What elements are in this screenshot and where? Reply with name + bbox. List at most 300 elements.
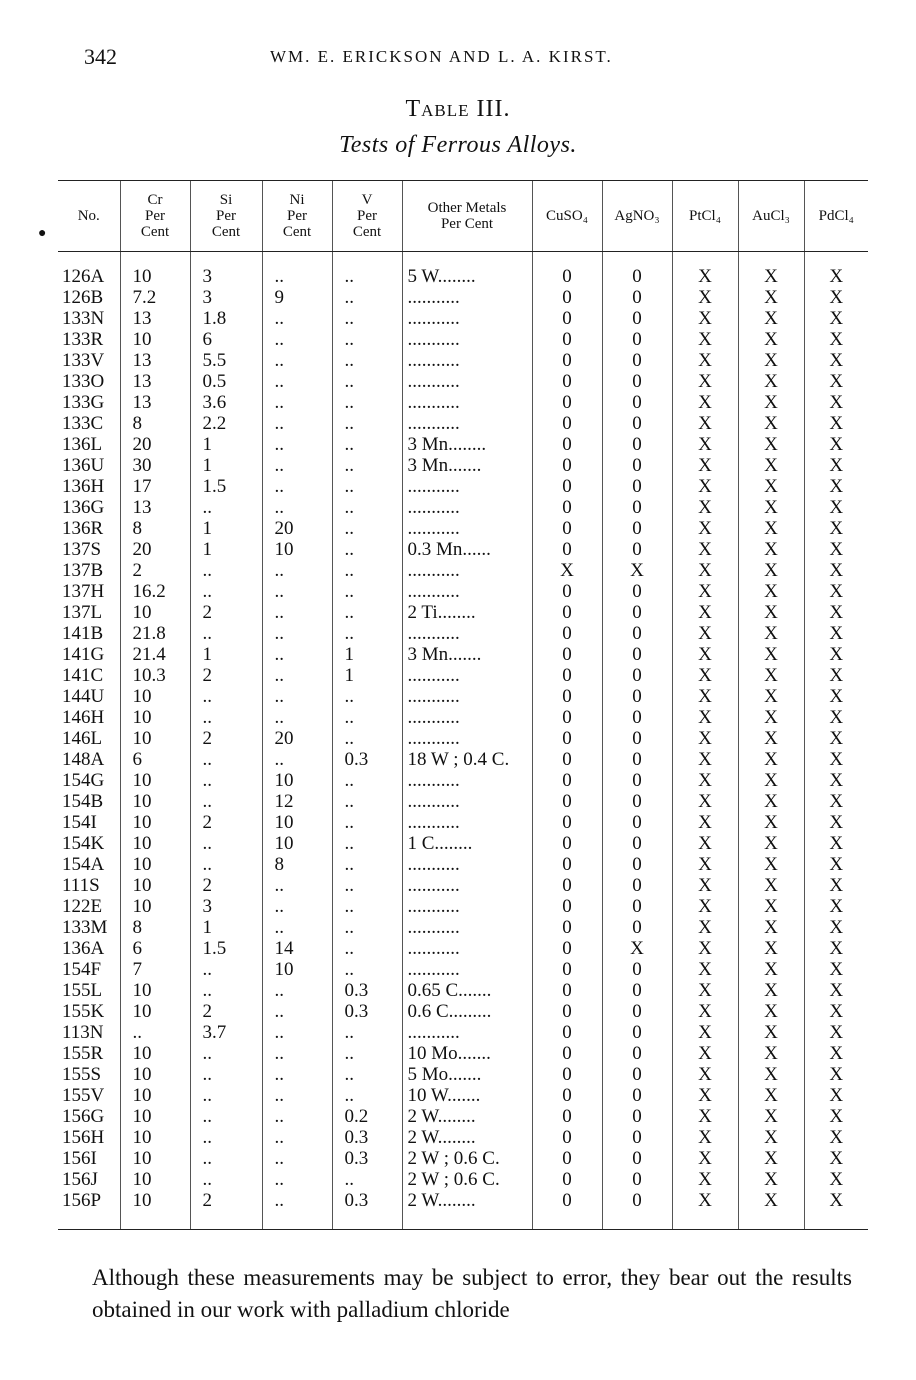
table-cell: 0.3 bbox=[332, 1148, 402, 1169]
table-cell: .. bbox=[190, 770, 262, 791]
table-row bbox=[58, 749, 868, 770]
table-cell: 0 bbox=[602, 371, 672, 392]
table-cell: 3 Mn........ bbox=[402, 434, 532, 455]
running-title: WM. E. ERICKSON AND L. A. KIRST. bbox=[270, 47, 613, 66]
table-cell: 1 bbox=[332, 644, 402, 665]
table-cell: .. bbox=[262, 1106, 332, 1127]
table-cell: X bbox=[738, 560, 804, 581]
table-cell: 0 bbox=[532, 959, 602, 980]
table-cell: X bbox=[804, 392, 868, 413]
table-row bbox=[58, 371, 868, 392]
table-cell: ........... bbox=[402, 623, 532, 644]
table-cell: X bbox=[804, 1106, 868, 1127]
table-cell: X bbox=[738, 938, 804, 959]
table-cell: X bbox=[804, 1127, 868, 1148]
table-cell: 30 bbox=[120, 455, 190, 476]
table-cell: X bbox=[672, 560, 738, 581]
table-cell: X bbox=[804, 1085, 868, 1106]
table-cell: X bbox=[738, 644, 804, 665]
spacer-cell bbox=[262, 252, 332, 267]
table-cell: 133N bbox=[62, 308, 105, 329]
table-cell: 0 bbox=[602, 728, 672, 749]
table-cell: .. bbox=[262, 392, 332, 413]
table-cell: X bbox=[672, 917, 738, 938]
table-cell: 0 bbox=[602, 392, 672, 413]
table-cell: 5.5 bbox=[190, 350, 262, 371]
table-cell: 10 bbox=[120, 791, 190, 812]
table-cell: X bbox=[804, 308, 868, 329]
table-cell: .. bbox=[262, 1148, 332, 1169]
table-cell: 155S bbox=[62, 1064, 102, 1085]
table-cell: 0 bbox=[602, 602, 672, 623]
table-cell: 13 bbox=[120, 308, 190, 329]
table-cell: 0 bbox=[532, 707, 602, 728]
table-cell: 10 bbox=[120, 980, 190, 1001]
table-cell: 0 bbox=[602, 875, 672, 896]
table-cell: 146L bbox=[62, 728, 103, 749]
column-header bbox=[190, 181, 262, 252]
table-cell: 0 bbox=[602, 308, 672, 329]
spacer-cell bbox=[602, 252, 672, 267]
table-cell: .. bbox=[332, 1085, 402, 1106]
table-cell: .. bbox=[332, 812, 402, 833]
table-cell: .. bbox=[262, 434, 332, 455]
table-cell: 155K bbox=[62, 1001, 105, 1022]
table-cell: X bbox=[738, 707, 804, 728]
table-cell: X bbox=[672, 770, 738, 791]
table-cell: .. bbox=[332, 833, 402, 854]
table-cell: 0 bbox=[602, 791, 672, 812]
table-cell: 0 bbox=[532, 476, 602, 497]
table-cell: .. bbox=[332, 602, 402, 623]
table-cell: 1 bbox=[190, 539, 262, 560]
table-cell: 20 bbox=[262, 518, 332, 539]
table-cell: X bbox=[738, 1127, 804, 1148]
table-row bbox=[58, 287, 868, 308]
table-cell: X bbox=[804, 770, 868, 791]
table-cell: X bbox=[738, 686, 804, 707]
table-cell: 8 bbox=[120, 413, 190, 434]
table-cell: X bbox=[738, 1148, 804, 1169]
body-paragraph: Although these measurements may be subject to error, they bear out the results obtained in our work with palladium chloride bbox=[92, 1265, 852, 1322]
table-cell: ........... bbox=[402, 476, 532, 497]
table-cell: .. bbox=[262, 560, 332, 581]
table-cell: 0 bbox=[532, 266, 602, 287]
table-cell: 0 bbox=[532, 791, 602, 812]
table-cell: .. bbox=[332, 329, 402, 350]
table-cell: .. bbox=[190, 791, 262, 812]
table-cell: .. bbox=[262, 623, 332, 644]
table-body bbox=[58, 252, 868, 1230]
table-cell: 10 bbox=[120, 1169, 190, 1190]
table-cell: X bbox=[672, 959, 738, 980]
table-cell: .. bbox=[332, 476, 402, 497]
table-cell: X bbox=[804, 1064, 868, 1085]
table-cell: X bbox=[738, 728, 804, 749]
column-header-line: PdCl₄ bbox=[818, 208, 854, 224]
table-row bbox=[58, 1001, 868, 1022]
table-cell: .. bbox=[190, 623, 262, 644]
table-cell: 1 bbox=[190, 917, 262, 938]
table-cell: 20 bbox=[262, 728, 332, 749]
table-cell: .. bbox=[332, 434, 402, 455]
table-cell: 0 bbox=[602, 539, 672, 560]
table-cell: X bbox=[804, 581, 868, 602]
table-cell: 137H bbox=[62, 581, 105, 602]
table-cell: 10 bbox=[120, 1064, 190, 1085]
table-cell: .. bbox=[262, 329, 332, 350]
table-cell: 10 bbox=[120, 266, 190, 287]
table-cell: X bbox=[738, 980, 804, 1001]
table-cell: X bbox=[602, 938, 672, 959]
table-cell: X bbox=[804, 518, 868, 539]
table-cell: .. bbox=[262, 896, 332, 917]
table-cell: X bbox=[672, 833, 738, 854]
table-cell: 1 bbox=[190, 434, 262, 455]
table-row bbox=[58, 1064, 868, 1085]
table-cell: 155V bbox=[62, 1085, 105, 1106]
table-row bbox=[58, 518, 868, 539]
table-row bbox=[58, 329, 868, 350]
table-cell: 3 bbox=[190, 266, 262, 287]
table-row bbox=[58, 812, 868, 833]
alloy-test-table bbox=[58, 180, 868, 1230]
table-cell: 0 bbox=[532, 539, 602, 560]
table-cell: .. bbox=[262, 602, 332, 623]
table-cell: 0 bbox=[602, 812, 672, 833]
table-cell: X bbox=[672, 1022, 738, 1043]
table-cell: 0 bbox=[602, 665, 672, 686]
table-cell: .. bbox=[332, 350, 402, 371]
table-row bbox=[58, 539, 868, 560]
table-cell: 0 bbox=[602, 644, 672, 665]
table-cell: 156G bbox=[62, 1106, 105, 1127]
table-cell: 2 bbox=[190, 812, 262, 833]
table-cell: .. bbox=[262, 455, 332, 476]
table-cell: ........... bbox=[402, 581, 532, 602]
table-row bbox=[58, 644, 868, 665]
table-cell: 2 W........ bbox=[402, 1127, 532, 1148]
table-cell: .. bbox=[332, 959, 402, 980]
table-cell: X bbox=[804, 896, 868, 917]
table-cell: .. bbox=[190, 497, 262, 518]
table-cell: .. bbox=[190, 560, 262, 581]
table-cell: .. bbox=[262, 476, 332, 497]
table-cell: 0 bbox=[602, 329, 672, 350]
table-cell: 0.3 bbox=[332, 1001, 402, 1022]
table-cell: X bbox=[738, 770, 804, 791]
table-row bbox=[58, 581, 868, 602]
spacer-cell bbox=[58, 252, 120, 267]
table-cell: ........... bbox=[402, 728, 532, 749]
table-cell: 21.4 bbox=[120, 644, 190, 665]
table-cell: X bbox=[804, 350, 868, 371]
table-cell: .. bbox=[262, 875, 332, 896]
column-header bbox=[332, 181, 402, 252]
table-cell: .. bbox=[262, 581, 332, 602]
table-cell: 0 bbox=[532, 1190, 602, 1230]
table-cell: 0 bbox=[532, 917, 602, 938]
table-cell: 0 bbox=[532, 728, 602, 749]
table-cell: 13 bbox=[120, 392, 190, 413]
table-cell: .. bbox=[262, 686, 332, 707]
table-cell: ........... bbox=[402, 518, 532, 539]
table-cell: 20 bbox=[120, 539, 190, 560]
table-cell: ........... bbox=[402, 497, 532, 518]
table-cell: 146H bbox=[62, 707, 105, 728]
table-row bbox=[58, 938, 868, 959]
table-cell: X bbox=[738, 266, 804, 287]
table-cell: X bbox=[672, 875, 738, 896]
table-cell: 0 bbox=[532, 833, 602, 854]
table-cell: 0 bbox=[602, 959, 672, 980]
table-cell: 0 bbox=[532, 1064, 602, 1085]
table-cell: 0.3 bbox=[332, 1127, 402, 1148]
table-cell: .. bbox=[190, 749, 262, 770]
table-cell: 0 bbox=[532, 1043, 602, 1064]
table-cell: 2.2 bbox=[190, 413, 262, 434]
table-cell: 13 bbox=[120, 350, 190, 371]
table-cell: 0 bbox=[602, 266, 672, 287]
table-cell: ........... bbox=[402, 392, 532, 413]
column-header bbox=[58, 181, 120, 252]
table-row bbox=[58, 392, 868, 413]
table-cell: ........... bbox=[402, 959, 532, 980]
table-cell: 0 bbox=[602, 749, 672, 770]
table-cell: 136L bbox=[62, 434, 103, 455]
table-row bbox=[58, 1043, 868, 1064]
column-header-line: Si bbox=[219, 192, 233, 208]
table-cell: X bbox=[738, 749, 804, 770]
column-header-line: PtCl₄ bbox=[689, 208, 721, 224]
table-cell: X bbox=[804, 476, 868, 497]
table-cell: .. bbox=[262, 308, 332, 329]
table-row bbox=[58, 917, 868, 938]
table-cell: 126B bbox=[62, 287, 104, 308]
table-cell: .. bbox=[190, 581, 262, 602]
table-cell: 0 bbox=[602, 1148, 672, 1169]
table-cell: 9 bbox=[262, 287, 332, 308]
table-row bbox=[58, 875, 868, 896]
table-cell: 0 bbox=[532, 875, 602, 896]
table-cell: 137S bbox=[62, 539, 102, 560]
table-cell: 3 Mn....... bbox=[402, 644, 532, 665]
table-cell: .. bbox=[332, 392, 402, 413]
table-cell: .. bbox=[332, 938, 402, 959]
table-cell: 0 bbox=[602, 917, 672, 938]
table-cell: X bbox=[804, 854, 868, 875]
table-cell: 0.2 bbox=[332, 1106, 402, 1127]
table-cell: 20 bbox=[120, 434, 190, 455]
table-cell: .. bbox=[332, 581, 402, 602]
table-cell: 10 bbox=[120, 812, 190, 833]
table-cell: 14 bbox=[262, 938, 332, 959]
table-cell: ........... bbox=[402, 686, 532, 707]
table-cell: X bbox=[804, 497, 868, 518]
table-cell: ........... bbox=[402, 287, 532, 308]
table-cell: X bbox=[672, 287, 738, 308]
table-cell: 133M bbox=[62, 917, 108, 938]
table-cell: 2 bbox=[190, 1001, 262, 1022]
table-cell: .. bbox=[332, 896, 402, 917]
table-cell: X bbox=[738, 287, 804, 308]
table-cell: ........... bbox=[402, 350, 532, 371]
table-cell: 21.8 bbox=[120, 623, 190, 644]
table-cell: 8 bbox=[120, 518, 190, 539]
table-cell: .. bbox=[262, 1190, 332, 1230]
column-header-line: AuCl₃ bbox=[752, 208, 790, 224]
table-cell: 7.2 bbox=[120, 287, 190, 308]
table-cell: 0 bbox=[602, 770, 672, 791]
table-cell: ........... bbox=[402, 875, 532, 896]
table-cell: .. bbox=[262, 1043, 332, 1064]
table-cell: .. bbox=[332, 623, 402, 644]
table-cell: X bbox=[738, 350, 804, 371]
table-cell: 2 bbox=[190, 875, 262, 896]
table-cell: 2 bbox=[190, 602, 262, 623]
table-row bbox=[58, 1169, 868, 1190]
table-cell: 8 bbox=[262, 854, 332, 875]
table-cell: X bbox=[804, 1190, 868, 1230]
table-cell: ........... bbox=[402, 665, 532, 686]
table-cell: 0 bbox=[602, 854, 672, 875]
table-cell: X bbox=[738, 1001, 804, 1022]
table-cell: X bbox=[738, 329, 804, 350]
table-cell: 10 bbox=[120, 728, 190, 749]
table-cell: 0.6 C......... bbox=[402, 1001, 532, 1022]
table-cell: .. bbox=[120, 1022, 190, 1043]
table-cell: 0 bbox=[602, 1085, 672, 1106]
table-row bbox=[58, 308, 868, 329]
table-cell: X bbox=[738, 875, 804, 896]
table-cell: 0 bbox=[532, 812, 602, 833]
table-cell: ........... bbox=[402, 1022, 532, 1043]
table-cell: 10 bbox=[120, 833, 190, 854]
table-cell: 156I bbox=[62, 1148, 97, 1169]
table-cell: 154F bbox=[62, 959, 102, 980]
table-cell: 10 bbox=[120, 1148, 190, 1169]
table-cell: 154B bbox=[62, 791, 104, 812]
table-cell: X bbox=[738, 1022, 804, 1043]
table-cell: X bbox=[672, 1001, 738, 1022]
table-cell: 0 bbox=[532, 770, 602, 791]
table-cell: 0 bbox=[532, 518, 602, 539]
table-cell: .. bbox=[190, 1043, 262, 1064]
table-cell: ........... bbox=[402, 791, 532, 812]
table-cell: 0 bbox=[602, 476, 672, 497]
table-cell: 154A bbox=[62, 854, 105, 875]
table-cell: 10 bbox=[120, 1085, 190, 1106]
table-cell: 136G bbox=[62, 497, 105, 518]
table-cell: X bbox=[738, 308, 804, 329]
table-cell: 10 bbox=[120, 854, 190, 875]
table-cell: 3.7 bbox=[190, 1022, 262, 1043]
table-cell: X bbox=[804, 371, 868, 392]
table-cell: .. bbox=[332, 1064, 402, 1085]
table-cell: X bbox=[804, 833, 868, 854]
table-cell: X bbox=[672, 539, 738, 560]
column-header-line: Cent bbox=[282, 224, 312, 240]
table-cell: X bbox=[804, 266, 868, 287]
table-cell: 0 bbox=[532, 287, 602, 308]
table-cell: X bbox=[738, 1169, 804, 1190]
table-cell: X bbox=[804, 938, 868, 959]
table-row bbox=[58, 1022, 868, 1043]
table-cell: 141G bbox=[62, 644, 105, 665]
table-cell: 2 Ti........ bbox=[402, 602, 532, 623]
column-header-line: No. bbox=[77, 208, 100, 224]
column-header-line: Per bbox=[287, 208, 307, 224]
table-cell: X bbox=[738, 371, 804, 392]
table-cell: X bbox=[738, 959, 804, 980]
table-cell: X bbox=[804, 791, 868, 812]
table-cell: 154K bbox=[62, 833, 105, 854]
table-cell: .. bbox=[332, 770, 402, 791]
table-cell: X bbox=[672, 1190, 738, 1230]
table-cell: 5 Mo....... bbox=[402, 1064, 532, 1085]
table-cell: 16.2 bbox=[120, 581, 190, 602]
column-header-line: AgNO₃ bbox=[614, 208, 660, 224]
table-cell: X bbox=[738, 413, 804, 434]
table-cell: 10 bbox=[120, 1127, 190, 1148]
table-row bbox=[58, 959, 868, 980]
table-row bbox=[58, 623, 868, 644]
table-cell: 2 bbox=[190, 1190, 262, 1230]
table-cell: 126A bbox=[62, 266, 105, 287]
table-cell: 2 W........ bbox=[402, 1106, 532, 1127]
table-cell: .. bbox=[190, 1085, 262, 1106]
table-cell: .. bbox=[332, 455, 402, 476]
table-cell: X bbox=[738, 812, 804, 833]
column-header-line: Cent bbox=[211, 224, 241, 240]
table-cell: 154G bbox=[62, 770, 105, 791]
table-cell: 0.65 C....... bbox=[402, 980, 532, 1001]
table-cell: 0 bbox=[602, 980, 672, 1001]
table-cell: X bbox=[672, 1148, 738, 1169]
table-cell: 13 bbox=[120, 497, 190, 518]
table-cell: 137B bbox=[62, 560, 104, 581]
spacer-cell bbox=[672, 252, 738, 267]
table-cell: X bbox=[672, 686, 738, 707]
table-cell: 133O bbox=[62, 371, 105, 392]
table-row bbox=[58, 770, 868, 791]
table-cell: X bbox=[672, 1106, 738, 1127]
table-cell: .. bbox=[190, 959, 262, 980]
table-cell: 1 bbox=[190, 518, 262, 539]
table-cell: 0.3 Mn...... bbox=[402, 539, 532, 560]
table-cell: X bbox=[804, 560, 868, 581]
table-cell: X bbox=[804, 455, 868, 476]
table-cell: X bbox=[672, 581, 738, 602]
table-cell: X bbox=[672, 1085, 738, 1106]
table-cell: X bbox=[804, 959, 868, 980]
column-header-line: Ni bbox=[289, 192, 305, 208]
table-cell: 10 bbox=[262, 812, 332, 833]
table-cell: X bbox=[672, 791, 738, 812]
table-cell: X bbox=[738, 602, 804, 623]
table-cell: X bbox=[672, 497, 738, 518]
table-cell: 6 bbox=[190, 329, 262, 350]
table-cell: .. bbox=[332, 266, 402, 287]
table-cell: .. bbox=[262, 749, 332, 770]
table-cell: 155R bbox=[62, 1043, 104, 1064]
table-cell: 10 bbox=[120, 1001, 190, 1022]
table-cell: ........... bbox=[402, 560, 532, 581]
table-cell: 0 bbox=[532, 644, 602, 665]
table-cell: 0 bbox=[532, 938, 602, 959]
table-cell: 0 bbox=[532, 350, 602, 371]
table-row bbox=[58, 497, 868, 518]
